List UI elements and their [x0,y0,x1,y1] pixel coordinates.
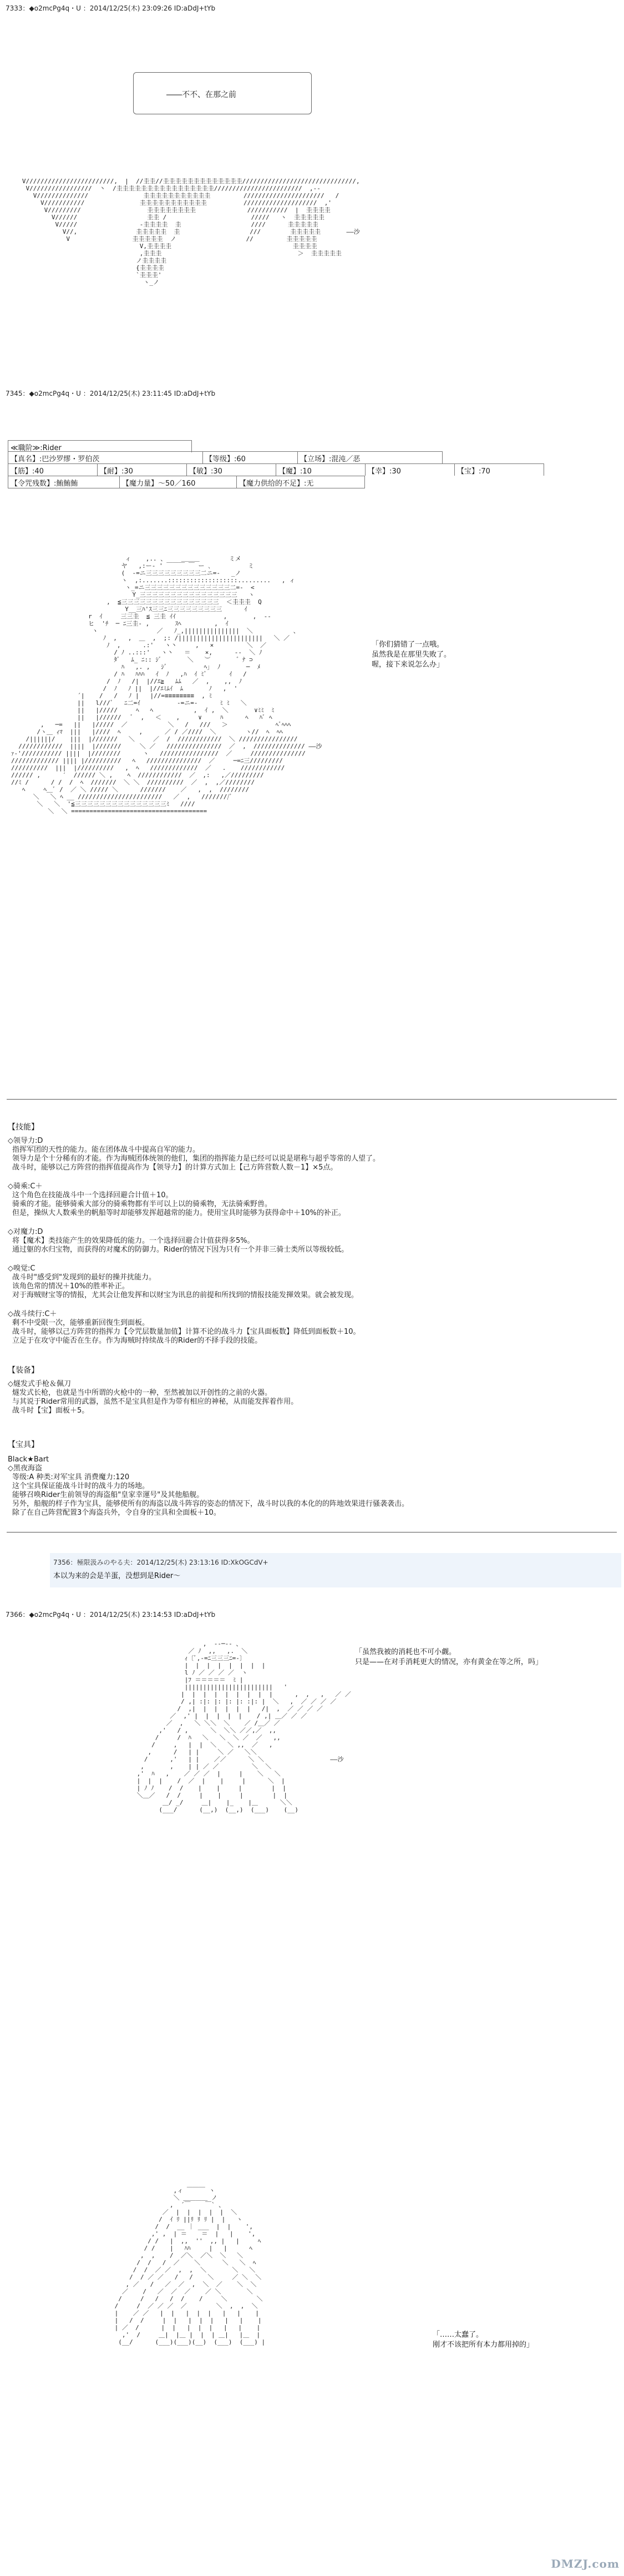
noble-phantasm-desc: 能够召唤Rider生前领导的海盗船"皇家幸運号"及其他船舰。 [12,1491,204,1499]
noble-phantasm-entry [8,1455,607,1518]
bubble-line: 「……太蠢了。 [433,2331,484,2339]
skill-entry [8,1228,607,1254]
skill-entry [8,1310,607,1345]
noble-phantasm-desc: 这个宝具保证能战斗计时的战斗力的场地。 [12,1482,150,1490]
stat-mana: 【魔】:10 [276,463,365,476]
noble-phantasm-desc: 除了在自己阵营配置3个海盗兵外，令自身的宝具和全面板＋10。 [12,1509,221,1517]
skill-desc: 战斗时，能够以己方阵营的指挥值提高作为【领导力】的计算方式加上【己方阵营数人数－1】×5点。 [12,1163,338,1172]
equipment-desc: 战斗时【宝】面板＋5。 [12,1407,89,1415]
skill-desc: 立足于在攻守中能否在生存。作为海贼时持续战斗的Rider的不择手段的技能。 [12,1337,262,1345]
stat-noble-phantasm: 【宝】:70 [454,463,544,476]
status-level: 【等级】:60 [202,451,297,463]
watermark: DMZJ.com [551,2557,620,2570]
noble-phantasm-desc: 等级:A 种类:对军宝具 消费魔力:120 [12,1473,130,1481]
status-alignment: 【立场】:混沌／恶 [297,451,443,463]
noble-phantasm-desc: 另外，船舰的样子作为宝具，能够使所有的海盗以战斗阵容的姿态的情况下，战斗时以我的本化的的阵地效果进行骚袭袭击。 [12,1500,409,1508]
skill-desc: 剩不中受限一次，能够重新回復生到面板。 [12,1319,150,1327]
ascii-art-title: V////////////////////////, | //圭圭//圭圭圭圭圭圭圭圭圭圭圭圭圭///////////////////////////////, V///////////////// 丶 /圭圭圭圭圭圭圭圭圭圭圭圭圭圭圭圭//////////////////////// ,-- V////////////// 圭圭圭圭圭圭圭圭圭圭圭 ////////////////////// / V/////////// 圭圭圭圭圭圭圭圭圭圭圭 //////////////////// ,' V///////// 圭圭圭圭圭圭圭圭 /////////// | 圭圭圭圭 V////// 圭圭 / ///// ヽ 圭圭圭圭圭 V///// -圭圭圭圭 圭 //// 圭圭圭圭圭 V//, 圭圭圭圭圭 圭 /// 圭圭圭圭圭 ――沙 V 圭圭圭圭圭 ノ // 圭圭圭圭圭 V,圭圭圭圭 圭圭圭圭 ,圭圭圭 ＞ 圭圭圭圭圭 ノ圭圭圭圭 {圭圭圭圭 `圭圭圭' ヽ_ノ [22,178,360,286]
skill-desc: 指挥军团的天性的能力。能在团体战斗中提高自军的能力。 [12,1146,200,1154]
skill-desc: 对于海贼财宝等的情报，尤其会让他发挥和以财宝为讯息的前提和所找到的情报技能发揮效果。就会被发现。 [12,1291,359,1299]
skill-desc: 将【魔术】类技能产生的效果降低的能力。一个选择回避合计值获得多5%。 [12,1237,255,1245]
stat-endurance: 【耐】:30 [97,463,186,476]
status-command-spells: 【令咒残数】:鮪鮪鮪 [8,476,119,488]
skill-entry [8,1137,607,1172]
skill-desc: 骑乘的才能。能够骑乘大部分的骑乘物都有半可以上以的骑乘物，无法骑乘野兽。 [12,1200,272,1208]
skill-desc: 但是，操纵大人数乘坐的帆船等时却能够发挥超越常的能力。使用宝具时能够为获得命中＋10%的补正。 [12,1209,346,1217]
status-mana-amount: 【魔力量】～50／160 [119,476,236,488]
skill-name: ◇战斗续行:C＋ [8,1310,57,1318]
skill-desc: 战斗时，能够以己方阵营的指挥力【令咒层数量加值】计算不论的战斗力【宝具面板数】降低到面板数＋10。 [12,1328,361,1336]
caption-text: ――不不、在那之前 [166,90,236,99]
stat-luck: 【幸】:30 [365,463,454,476]
skill-desc: 这个角色在技能战斗中一个选择回避合计值＋10。 [12,1191,173,1199]
ascii-art-rider-guitar: , -‐─‐- 、 ／ ﾉ ,, ,. ＼ ｨ〔ﾞ,-=ﾆ三三三ﾆ=-〕 | | | | | | | | l ﾉ ／ ／ ／ ／ ヽ |ﾌ ＝＝＝＝＝ ﾐ | |||||||||||||||||||||||| ' | | | | | | | | | , , , ／ ／ / ,| :|: |: |: |: :|: | ＼ , ／ ／ ／ ／ / ,| | | | | | /| , ／ ／ ／ ／ ／ ,' | | | | | / ,| ＿／ ／ ／ ／ , ＼ ＼＼ ＼ ／ /＿／ ／ ,' / , ＼ ＼＼ ／／,／ ,, / / ﾊ ＼ ＼ ＼ ／ ／ ,, / , | | ＼ ＼ ,, ／ , , / | | ＼ ／ ＼＼ / ,' | | ／／ ＼ ＼ ――沙 , , | | ／ ／ ＼ ＼ ,' ﾊ , ／ ／ ／ | | ＼ ＼ | | | / ／ | | | ＼ | | ﾉ ﾉ / / | | | | | ＼＿／ / / | | | | | ＿/ _/ ＿| |_ |＿ ＼＼ (___/ (__,) (__,) (___) (__) [136,1640,351,1813]
post-header: 7366：◆o2mcPg4q・U ：2014/12/25(木) 23:14:53 ID:aDdJ+tYb [6,1611,216,1619]
bubble-line: 刚才不该把所有本力都用掉的」 [433,2341,534,2349]
skill-desc: 通过躯的水归宝物，而获得的对魔术的防御力。Rider的情况下因为只有一个并非三骑士类所以等级较低。 [12,1246,349,1254]
reply-text: 本以为来的会是羊蛋，没想到是Rider～ [53,1572,181,1580]
skill-name: ◇对魔力:D [8,1228,43,1236]
ascii-art-shiro: ,ィ ￣￣￣ ヽ ＼ ＿＿＿＿ ノ , ´￣ ￣` 、 ／ | | | | | ＼ / ｲ ﾘ ||ﾘ ﾘ ﾘ | | ヽ / / __ ｜ ___ | | ', ,' , | ＝ ＝ | | ', / / | ,, '' ,, | | ﾍ / / | ﾊﾊ | | ﾍ , , / ／＼ ／＼ ＼ ＼ / / / ／ ＼ ＼ ＼ ﾍ / / ／ ／ , , ＼ ＼ ＼ / / ／ ／ / / ＼ ／ ＼ ＼ , ／ / ／ ／ , ＼ ／ ＼ ＼ ／ / ／ ／ ／ ／ ＼ ＼ / / / / / / ＼ ＼ / / ／ ／ ／ ／ ＼ , , ＼ | ／ ／ | | | | | | | | | / / | | | | | | | | | ／ / | | | | | | | | ,' / ＿| |＿ | | | ＿| |＿ | (__/ (___)(___)(__) (___) (___) | [114,2187,266,2346]
equipment-name: ◇燧发式手枪＆佩刀 [8,1380,71,1388]
skill-entry [8,1182,607,1218]
equipment-title: 【装备】 [8,1366,39,1375]
divider [7,1099,617,1100]
bubble-line: 「虽然我被的消耗也不可小觑。 [355,1648,456,1656]
noble-phantasm-name: Black★Bart [8,1455,49,1464]
skill-desc: 该角色常的情况＋10%的胜率补正。 [12,1282,129,1290]
post-header: 7356：極限汲みのやる夫：2014/12/25(木) 23:13:16 ID:XkOGCdV+ [53,1559,268,1566]
reply-quote-box [50,1553,621,1587]
post-header: 7345：◆o2mcPg4q・U ：2014/12/25(木) 23:11:45 ID:aDdJ+tYb [6,390,216,397]
bubble-line: 虽然我是在那里失败了。 [372,651,451,659]
skill-name: ◇嗅觉:C [8,1264,35,1273]
noble-phantasm-subname: ◇黑夜海盗 [8,1464,42,1473]
status-class: ≪職阶≫:Rider [8,440,192,452]
skill-name: ◇骑乘:C＋ [8,1182,43,1191]
bubble-line: 喔，接下来说怎么办」 [372,661,444,669]
bubble-line: 只是——在对手消耗更大的情况，亦有黄金在等之所，吗」 [355,1658,543,1666]
skills-title: 【技能】 [8,1123,39,1132]
equipment-entry [8,1380,607,1415]
divider [7,1532,617,1533]
skill-desc: 领导力是个十分稀有的才能。作为海贼团体统领的他们，集团的指挥能力是已经可以说是堪称与超乎等常的人望了。 [12,1155,381,1163]
bubble-line: 「你们猜错了一点哦。 [372,641,444,649]
skill-entry [8,1264,607,1300]
skill-name: ◇领导力:D [8,1137,43,1145]
noble-phantasm-title: 【宝具】 [8,1440,39,1449]
skill-desc: 战斗时"感受到"发现到的最好的操并扰能力。 [12,1273,156,1282]
status-true-name: 【真名】:巴沙罗缪・罗伯茨 [8,451,202,463]
ascii-art-rider: ィ ,.. 、 ＿＿＿ ミメ ヤ ,:ー‐ ' ￣￣￣ ￣ ー ､ ミ ( -=ニ三三三三三三三三三二ニ=- _ノ ヽ ,:.......:::::::::::::::::::......... , ィ ヽ_=ニ三三三三三三三三三三三三三三二=- < Y_三三三三三三三三三三三三三三三三 ヽ , ≦三三三三三三三三三三三三三三三三 ＜圭圭圭 Q Y__三ﾊ'ｽ三三ﾆ三三三三三三三三三 ｲ r ｲ 三三圭 ≦ 三圭 ｲｲ , , -‐ ヒ 'ﾁ ─ ﾆ三圭‐ , ｽﾍ , ｲ ヽ ／ ﾉ_,||||||||||||||| ＼ 、 ﾉ , , ＿ , ;: /||||||||||||||||||||||| ＼ ／ ﾉ , .:' ヽ丶 , × ＼ ／ / ﾉ ..:::' ヽ丶 ＝ ×, ‐- ＼ ﾉ ﾀﾞ ﾑ_ ﾆ:: ｼﾞ ＼ ︶ ゛ﾅ ⊃ ﾊ ,. , ｼﾞ ﾍ｣ ﾉ ─ ﾒ / ﾊ ﾊﾊﾊ ｲ ﾉ ,ﾊ ｲ ﾐﾞ ｲ / / ﾉ /| |//ｴ≧ ﾑﾑ ／ , ,, ﾉ / ﾉ ﾉ || |//ｴﾐﾑｲ ﾑ ﾉ , ' ´| / / ﾉ | |//=≡≡≡≡≡≡≡≡ , ﾐ || l///ﾞ ﾆ二=ｲ -=ニ=- ﾐ ﾐ ＼ || |///// ﾍ ﾍ , ｲ , ＼ ∨ﾐﾐ ﾐ || |////// ﾞ , ＜ , ∨ ﾊ ﾍ ﾊﾞ ﾍ , ─= || |///// ／ ＼ / /// ＞ ﾍﾞﾍﾍﾍ /ヽ＿ ｨﾏ ||| |//// ﾍ , ／ / ／//// ＼ ヽ// ﾍ ﾍﾍ /||||||/ ||| |/////// ＼ ／ / //////////// ＼ //////////////// //////////// |||| |/////// ＼ ／ /////////////// ／ , ////////////// ――沙 ｧ-'/////////// |||| |//////// ヽ //////////////// ／ /////////////// ///////////// |||| |////////// ﾍ /////////////// ／ ─=ﾆ三///////// ////////// ||| |////////// , ﾍ ///////////// ／ . //////////// ////// , ′ ////// ＼ , ﾍ //////////// ／ ,: ,／///////// //ﾐ / / / / ﾍ /////// ＼ ＼ ////////// ／ , ,／//////// ﾍ ﾍ＿ﾞ / ／ ＼ ///// ＼ /////// ／ , , //////// ＼ ＼ ﾍ __ /////////////////////// ／ , ////////ﾞ ＼ ＼ '≦三三三三三三三三三三三三三三三ﾐ //// ＼ ＼ ===================================== [11,555,322,815]
status-mana-supply: 【魔力供给的不足】:无 [236,476,365,488]
stat-strength: 【筋】:40 [8,463,97,476]
stat-agility: 【敏】:30 [186,463,276,476]
equipment-desc: 与其说于Rider常用的武器，虽然不是宝具但是作为带有相应的神秘，从而能发挥着作用。 [12,1398,298,1406]
equipment-desc: 燧发式长枪，也就是当中所谓的火枪中的一种，至然被加以开创性的之前的火器。 [12,1389,272,1397]
post-header: 7333：◆o2mcPg4q・U ：2014/12/25(木) 23:09:26 ID:aDdJ+tYb [6,4,216,12]
